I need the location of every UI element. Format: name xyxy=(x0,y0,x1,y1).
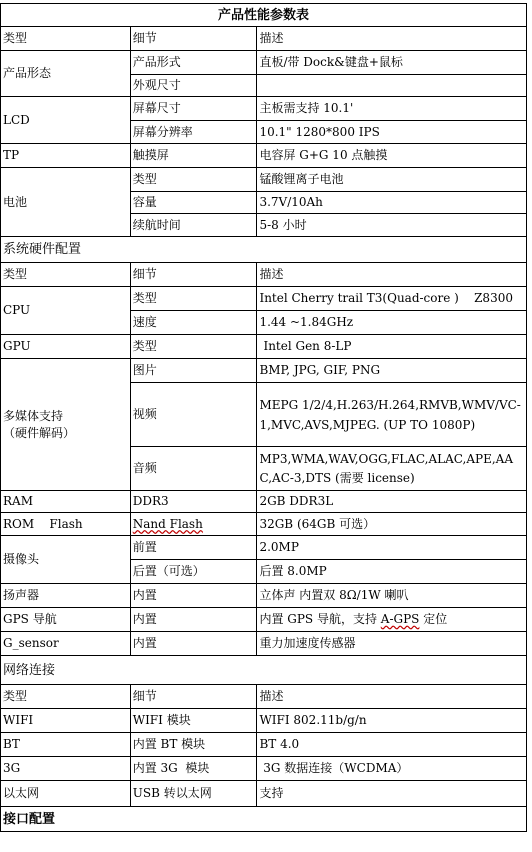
section-row xyxy=(1,656,527,685)
rear-camera-detail: 后置（可选） xyxy=(130,560,257,584)
audio-desc: MP3,WMA,WAV,OGG,FLAC,ALAC,APE,AAC,AC-3,DTS (需要 license) xyxy=(257,447,527,491)
tp-label: TP xyxy=(1,144,131,168)
bt-detail: 内置 BT 模块 xyxy=(130,733,257,757)
table-row xyxy=(1,584,527,608)
front-camera-detail: 前置 xyxy=(130,536,257,560)
multimedia-label xyxy=(1,359,131,491)
header-desc: 描述 xyxy=(257,263,527,287)
cpu-speed-detail: 速度 xyxy=(130,311,257,335)
table-title: 产品性能参数表 xyxy=(1,4,527,27)
3g-detail: 内置 3G 模块 xyxy=(130,757,257,781)
image-desc: BMP, JPG, GIF, PNG xyxy=(257,359,527,383)
tp-detail: 触摸屏 xyxy=(130,144,257,168)
table-row xyxy=(1,335,527,359)
capacity-desc: 3.7V/10Ah xyxy=(257,192,527,214)
header-row xyxy=(1,263,527,287)
speaker-desc: 立体声 内置双 8Ω/1W 喇叭 xyxy=(257,584,527,608)
wifi-desc: WIFI 802.11b/g/n xyxy=(257,709,527,733)
3g-desc: 3G 数据连接（WCDMA） xyxy=(257,757,527,781)
gps-desc-agps: A-GPS xyxy=(380,612,420,626)
cpu-type-desc: Intel Cherry trail T3(Quad-core ) Z8300 xyxy=(257,287,527,311)
table-row xyxy=(1,781,527,807)
screen-size-desc: 主板需支持 10.1' xyxy=(257,97,527,121)
gpu-label: GPU xyxy=(1,335,131,359)
video-desc: MEPG 1/2/4,H.263/H.264,RMVB,WMV/VC-1,MVC,AVS,MJPEG. (UP TO 1080P) xyxy=(257,383,527,447)
gsensor-label: G_sensor xyxy=(1,632,131,656)
image-detail: 图片 xyxy=(130,359,257,383)
spec-sheet xyxy=(0,3,527,832)
bt-label: BT xyxy=(1,733,131,757)
table-row xyxy=(1,608,527,632)
camera-label: 摄像头 xyxy=(1,536,131,584)
battery-type-detail: 类型 xyxy=(130,168,257,192)
header-type: 类型 xyxy=(1,263,131,287)
rom-desc: 32GB (64GB 可选） xyxy=(257,513,527,536)
table-row xyxy=(1,709,527,733)
gps-desc-pre: 内置 GPS 导航，支持 xyxy=(259,612,381,626)
multimedia-label-line2: （硬件解码） xyxy=(3,425,76,440)
speaker-detail: 内置 xyxy=(130,584,257,608)
3g-label: 3G xyxy=(1,757,131,781)
gsensor-desc: 重力加速度传感器 xyxy=(257,632,527,656)
speaker-label: 扬声器 xyxy=(1,584,131,608)
header-desc: 描述 xyxy=(257,685,527,709)
table-row xyxy=(1,144,527,168)
table-row xyxy=(1,513,527,536)
system-hardware-section: 系统硬件配置 xyxy=(1,237,527,263)
table-row xyxy=(1,287,527,311)
ram-label: RAM xyxy=(1,491,131,513)
lcd-label: LCD xyxy=(1,97,131,144)
table-row xyxy=(1,168,527,192)
wifi-label: WIFI xyxy=(1,709,131,733)
table-row xyxy=(1,97,527,121)
ram-desc: 2GB DDR3L xyxy=(257,491,527,513)
table-row xyxy=(1,536,527,560)
section-row xyxy=(1,807,527,832)
header-detail: 细节 xyxy=(130,263,257,287)
gpu-detail: 类型 xyxy=(130,335,257,359)
title-row xyxy=(1,4,527,27)
header-row xyxy=(1,685,527,709)
size-desc xyxy=(257,75,527,97)
header-row xyxy=(1,27,527,51)
table-row xyxy=(1,757,527,781)
front-camera-desc: 2.0MP xyxy=(257,536,527,560)
wifi-detail: WIFI 模块 xyxy=(130,709,257,733)
ethernet-label: 以太网 xyxy=(1,781,131,807)
network-section: 网络连接 xyxy=(1,656,527,685)
resolution-desc: 10.1" 1280*800 IPS xyxy=(257,121,527,144)
rom-detail-text: Nand Flash xyxy=(132,516,203,531)
header-type: 类型 xyxy=(1,27,131,51)
gps-label: GPS 导航 xyxy=(1,608,131,632)
gps-desc xyxy=(257,608,527,632)
product-form-desc: 直板/带 Dock&键盘+鼠标 xyxy=(257,51,527,75)
table-row xyxy=(1,491,527,513)
bt-desc: BT 4.0 xyxy=(257,733,527,757)
rear-camera-desc: 后置 8.0MP xyxy=(257,560,527,584)
endurance-detail: 续航时间 xyxy=(130,214,257,237)
capacity-detail: 容量 xyxy=(130,192,257,214)
product-form-label: 产品形态 xyxy=(1,51,131,97)
ram-detail: DDR3 xyxy=(130,491,257,513)
screen-size-detail: 屏幕尺寸 xyxy=(130,97,257,121)
header-detail: 细节 xyxy=(130,27,257,51)
header-desc: 描述 xyxy=(257,27,527,51)
table-row xyxy=(1,733,527,757)
product-form-detail: 产品形式 xyxy=(130,51,257,75)
size-detail: 外观尺寸 xyxy=(130,75,257,97)
ethernet-detail: USB 转以太网 xyxy=(130,781,257,807)
rom-detail xyxy=(130,513,257,536)
endurance-desc: 5-8 小时 xyxy=(257,214,527,237)
battery-label: 电池 xyxy=(1,168,131,237)
header-detail: 细节 xyxy=(130,685,257,709)
ethernet-desc: 支持 xyxy=(257,781,527,807)
header-type: 类型 xyxy=(1,685,131,709)
gsensor-detail: 内置 xyxy=(130,632,257,656)
gps-desc-post: 定位 xyxy=(419,612,448,626)
cpu-type-detail: 类型 xyxy=(130,287,257,311)
multimedia-label-line1: 多媒体支持 xyxy=(3,408,64,423)
battery-type-desc: 锰酸锂离子电池 xyxy=(257,168,527,192)
resolution-detail: 屏幕分辨率 xyxy=(130,121,257,144)
section-row xyxy=(1,237,527,263)
table-row xyxy=(1,51,527,75)
cpu-speed-desc: 1.44 ~1.84GHz xyxy=(257,311,527,335)
cpu-label: CPU xyxy=(1,287,131,335)
table-row xyxy=(1,632,527,656)
interface-section: 接口配置 xyxy=(1,807,527,832)
rom-label: ROM Flash xyxy=(1,513,131,536)
audio-detail: 音频 xyxy=(130,447,257,491)
table-row xyxy=(1,359,527,383)
gpu-desc: Intel Gen 8-LP xyxy=(257,335,527,359)
tp-desc: 电容屏 G+G 10 点触摸 xyxy=(257,144,527,168)
gps-detail: 内置 xyxy=(130,608,257,632)
video-detail: 视频 xyxy=(130,383,257,447)
spec-table xyxy=(0,3,527,832)
